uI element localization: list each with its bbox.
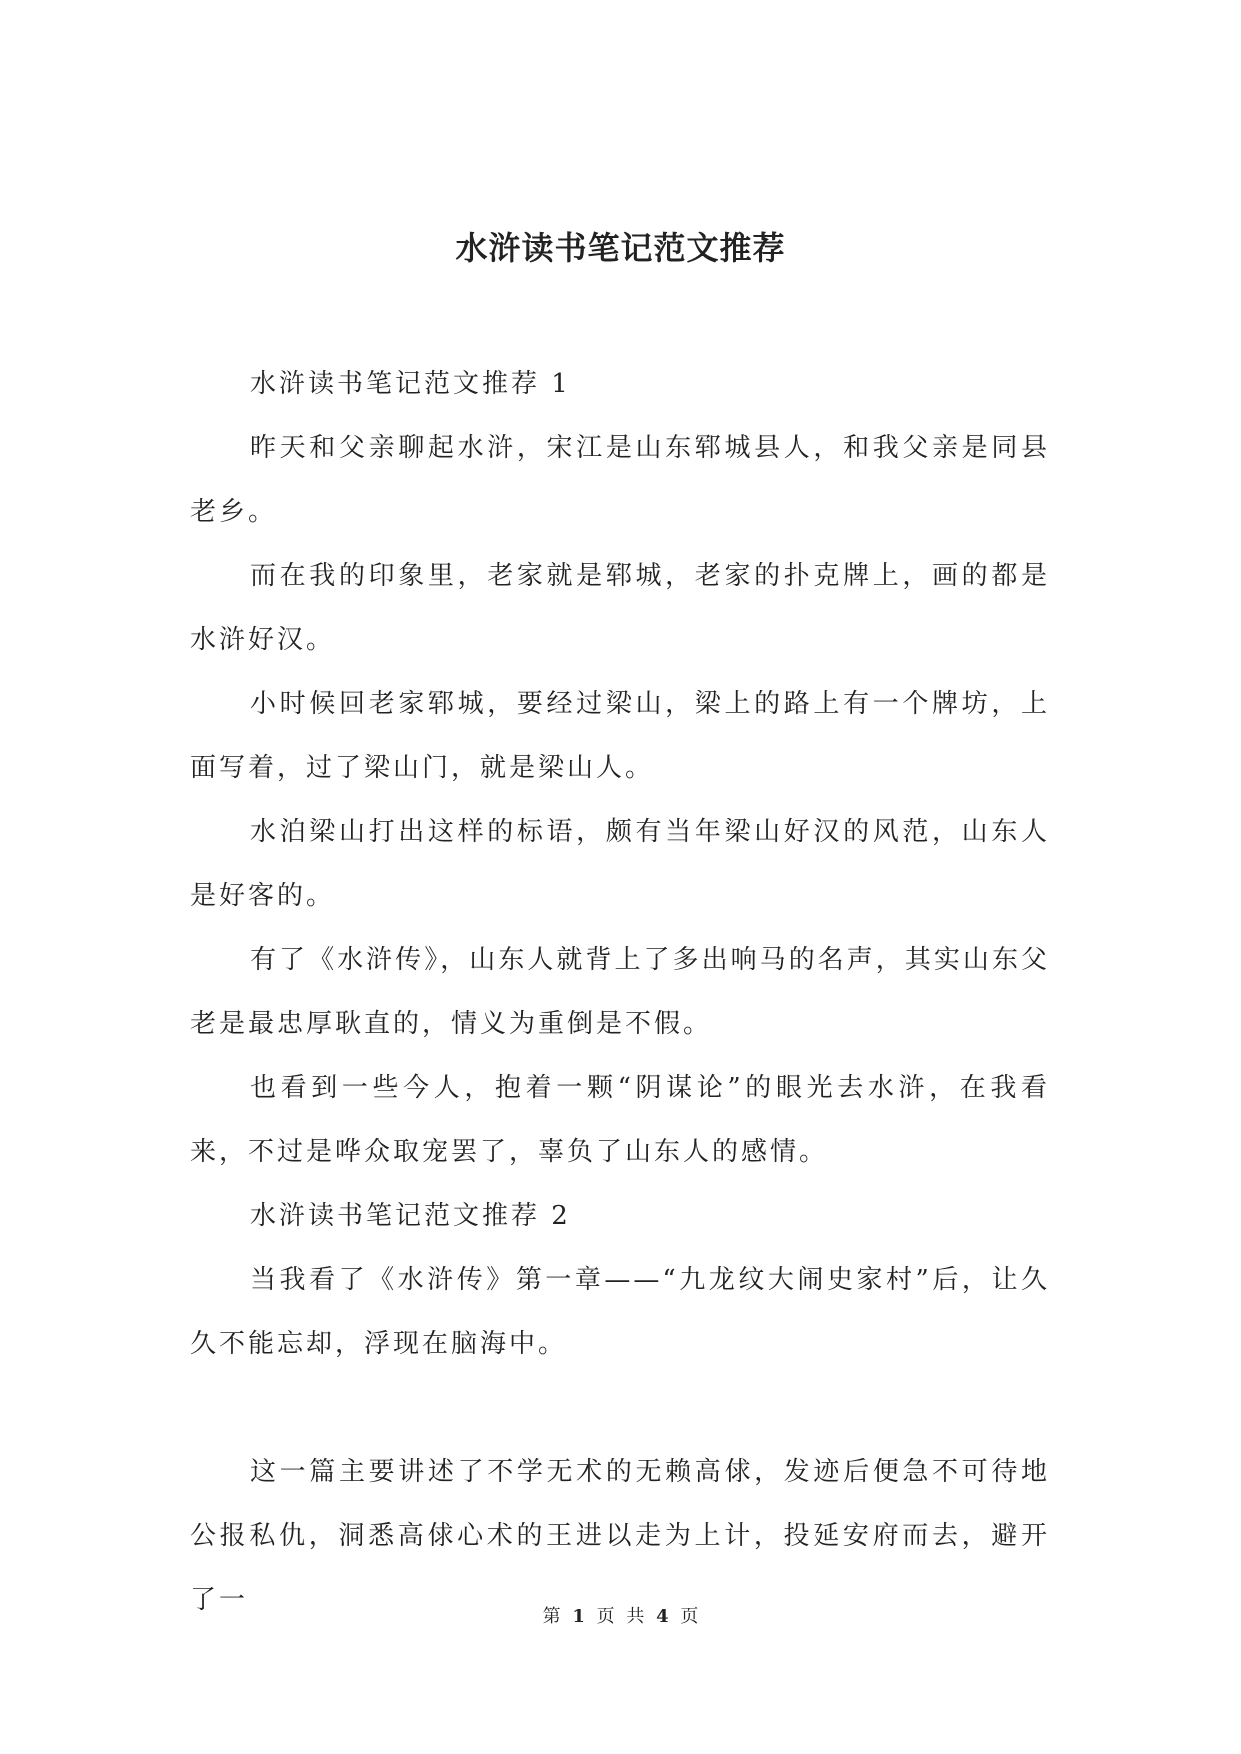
paragraph-gap bbox=[190, 1376, 1050, 1440]
current-page-number: 1 bbox=[572, 1606, 585, 1627]
footer-middle: 页 共 bbox=[596, 1606, 645, 1627]
paragraph: 小时候回老家郓城，要经过梁山，梁上的路上有一个牌坊，上面写着，过了梁山门，就是梁山人。 bbox=[190, 689, 1050, 783]
document-title: 水浒读书笔记范文推荐 bbox=[455, 229, 786, 267]
total-page-count: 4 bbox=[656, 1606, 669, 1627]
footer-prefix: 第 bbox=[542, 1606, 561, 1627]
paragraph: 当我看了《水浒传》第一章——“九龙纹大闹史家村”后，让久久不能忘却，浮现在脑海中。 bbox=[190, 1265, 1050, 1359]
paragraph: 水泊梁山打出这样的标语，颇有当年梁山好汉的风范，山东人是好客的。 bbox=[190, 817, 1050, 911]
section-heading-2: 水浒读书笔记范文推荐 2 bbox=[250, 1201, 571, 1231]
section-heading-1: 水浒读书笔记范文推荐 1 bbox=[250, 369, 571, 399]
paragraph: 这一篇主要讲述了不学无术的无赖高俅，发迹后便急不可待地公报私仇，洞悉高俅心术的王进以走为上计，投延安府而去，避开了一 bbox=[190, 1457, 1050, 1615]
paragraph: 而在我的印象里，老家就是郓城，老家的扑克牌上，画的都是水浒好汉。 bbox=[190, 561, 1050, 655]
paragraph: 昨天和父亲聊起水浒，宋江是山东郓城县人，和我父亲是同县老乡。 bbox=[190, 433, 1050, 527]
paragraph: 也看到一些今人，抱着一颗“阴谋论”的眼光去水浒，在我看来，不过是哗众取宠罢了，辜负了山东人的感情。 bbox=[190, 1073, 1050, 1167]
footer-suffix: 页 bbox=[680, 1606, 699, 1627]
page-footer bbox=[0, 1605, 1241, 1629]
document-body bbox=[190, 352, 1050, 1632]
paragraph: 有了《水浒传》，山东人就背上了多出响马的名声，其实山东父老是最忠厚耿直的，情义为重倒是不假。 bbox=[190, 945, 1050, 1039]
